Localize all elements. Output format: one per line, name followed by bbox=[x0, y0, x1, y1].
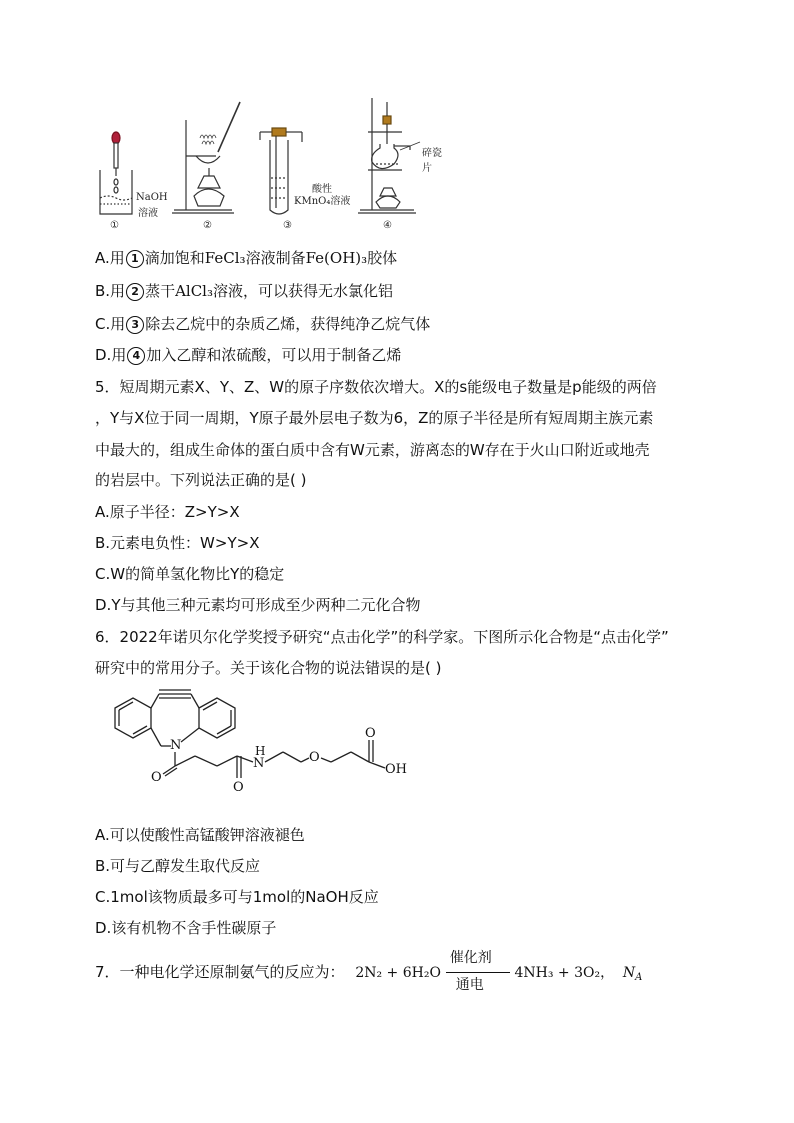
circled-number-1: 1 bbox=[126, 250, 144, 268]
q6-stem-line-2: 研究中的常用分子。关于该化合物的说法错误的是( ) bbox=[95, 659, 442, 677]
acidic-label: 酸性 bbox=[312, 184, 332, 195]
q5-option-a: A.原子半径：Z>Y>X bbox=[95, 503, 240, 521]
porcelain-chips-label: 碎瓷片 bbox=[422, 148, 442, 174]
molecule-atom-o-2: O bbox=[233, 780, 244, 795]
q7-condition-top: 催化剂 bbox=[449, 949, 492, 966]
q7-stem bbox=[95, 949, 643, 993]
feoh3-formula: Fe(OH)₃ bbox=[305, 249, 368, 267]
q5-stem-line-1: 5．短周期元素X、Y、Z、W的原子序数依次增大。X的s能级电子数量是p能级的两倍 bbox=[95, 378, 657, 396]
q5-stem-line-2: ，Y与X位于同一周期，Y原子最外层电子数为6，Z的原子半径是所有短周期主族元素 bbox=[95, 409, 654, 427]
q6-option-d: D.该有机物不含手性碳原子 bbox=[95, 919, 277, 937]
q4-option-a-pre: A.用 bbox=[95, 249, 125, 267]
q5-option-c: C.W的简单氢化物比Y的稳定 bbox=[95, 565, 285, 583]
kmno4-label: KMnO₄溶液 bbox=[294, 196, 351, 207]
avogadro-sub: A bbox=[635, 972, 643, 983]
q4-option-a bbox=[95, 248, 397, 268]
q4-option-a-mid: 滴加饱和 bbox=[144, 249, 205, 267]
q5-stem-line-3: 中最大的，组成生命体的蛋白质中含有W元素，游离态的W存在于火山口附近或地壳 bbox=[95, 441, 650, 459]
q4-option-a-post: 胶体 bbox=[367, 249, 398, 267]
q4-option-b bbox=[95, 281, 393, 301]
q4-option-d bbox=[95, 345, 401, 365]
q4-option-b-post: 溶液，可以获得无水氯化铝 bbox=[213, 282, 394, 300]
molecule-atom-nh-n: N bbox=[253, 756, 265, 771]
q4-option-b-pre: B.用 bbox=[95, 282, 126, 300]
apparatus-2 bbox=[172, 102, 240, 213]
circled-number-3: 3 bbox=[126, 316, 144, 334]
molecule-atom-o-1: O bbox=[151, 770, 162, 785]
apparatus-label-4: ④ bbox=[383, 220, 392, 231]
avogadro-n: N bbox=[622, 965, 636, 981]
molecule-structure bbox=[95, 688, 415, 818]
apparatus-1 bbox=[100, 132, 132, 214]
molecule-atom-n: N bbox=[170, 738, 182, 753]
q4-option-c-pre: C.用 bbox=[95, 315, 126, 333]
circled-number-2: 2 bbox=[126, 283, 144, 301]
avogadro-symbol bbox=[623, 965, 642, 981]
q5-stem-line-4: 的岩层中。下列说法正确的是( ) bbox=[95, 471, 307, 489]
q7-equation-lhs: 2N₂ + 6H₂O bbox=[355, 965, 441, 981]
molecule-atom-nh-h: H bbox=[255, 744, 266, 758]
molecule-atom-o-3: O bbox=[309, 750, 320, 765]
circled-number-4: 4 bbox=[127, 347, 145, 365]
q5-option-b: B.元素电负性：W>Y>X bbox=[95, 534, 260, 552]
apparatus-4 bbox=[358, 98, 420, 213]
q7-condition-line bbox=[446, 972, 510, 973]
q6-stem-line-1: 6．2022年诺贝尔化学奖授予研究“点击化学”的科学家。下图所示化合物是“点击化学” bbox=[95, 628, 669, 646]
apparatus-label-1: ① bbox=[110, 220, 119, 231]
molecule-atom-o-4: O bbox=[365, 726, 376, 741]
q7-lead: 7．一种电化学还原制氨气的反应为： bbox=[95, 963, 345, 981]
q4-option-a-mid2: 溶液制备 bbox=[245, 249, 306, 267]
q7-reaction-condition bbox=[446, 949, 510, 993]
apparatus-figure bbox=[90, 92, 450, 234]
q6-option-c: C.1mol该物质最多可与1mol的NaOH反应 bbox=[95, 888, 379, 906]
naoh-label: NaOH bbox=[136, 192, 168, 203]
molecule-atom-oh: OH bbox=[385, 762, 407, 777]
q4-option-c-post: 除去乙烷中的杂质乙烯，获得纯净乙烷气体 bbox=[145, 315, 431, 333]
apparatus-label-3: ③ bbox=[283, 220, 292, 231]
q4-option-b-mid: 蒸干 bbox=[145, 282, 176, 300]
q4-option-d-post: 加入乙醇和浓硫酸，可以用于制备乙烯 bbox=[146, 346, 402, 364]
alcl3-formula: AlCl₃ bbox=[175, 282, 213, 300]
q7-equation-rhs: 4NH₃ + 3O₂， bbox=[514, 965, 615, 981]
q7-condition-bottom: 通电 bbox=[455, 976, 484, 993]
naoh-solution-label: 溶液 bbox=[138, 208, 158, 219]
fecl3-formula: FeCl₃ bbox=[204, 249, 246, 267]
q4-option-d-pre: D.用 bbox=[95, 346, 127, 364]
q4-option-c bbox=[95, 314, 430, 334]
q6-option-b: B.可与乙醇发生取代反应 bbox=[95, 857, 261, 875]
apparatus-label-2: ② bbox=[203, 220, 212, 231]
q6-option-a: A.可以使酸性高锰酸钾溶液褪色 bbox=[95, 826, 305, 844]
q5-option-d: D.Y与其他三种元素均可形成至少两种二元化合物 bbox=[95, 596, 421, 614]
